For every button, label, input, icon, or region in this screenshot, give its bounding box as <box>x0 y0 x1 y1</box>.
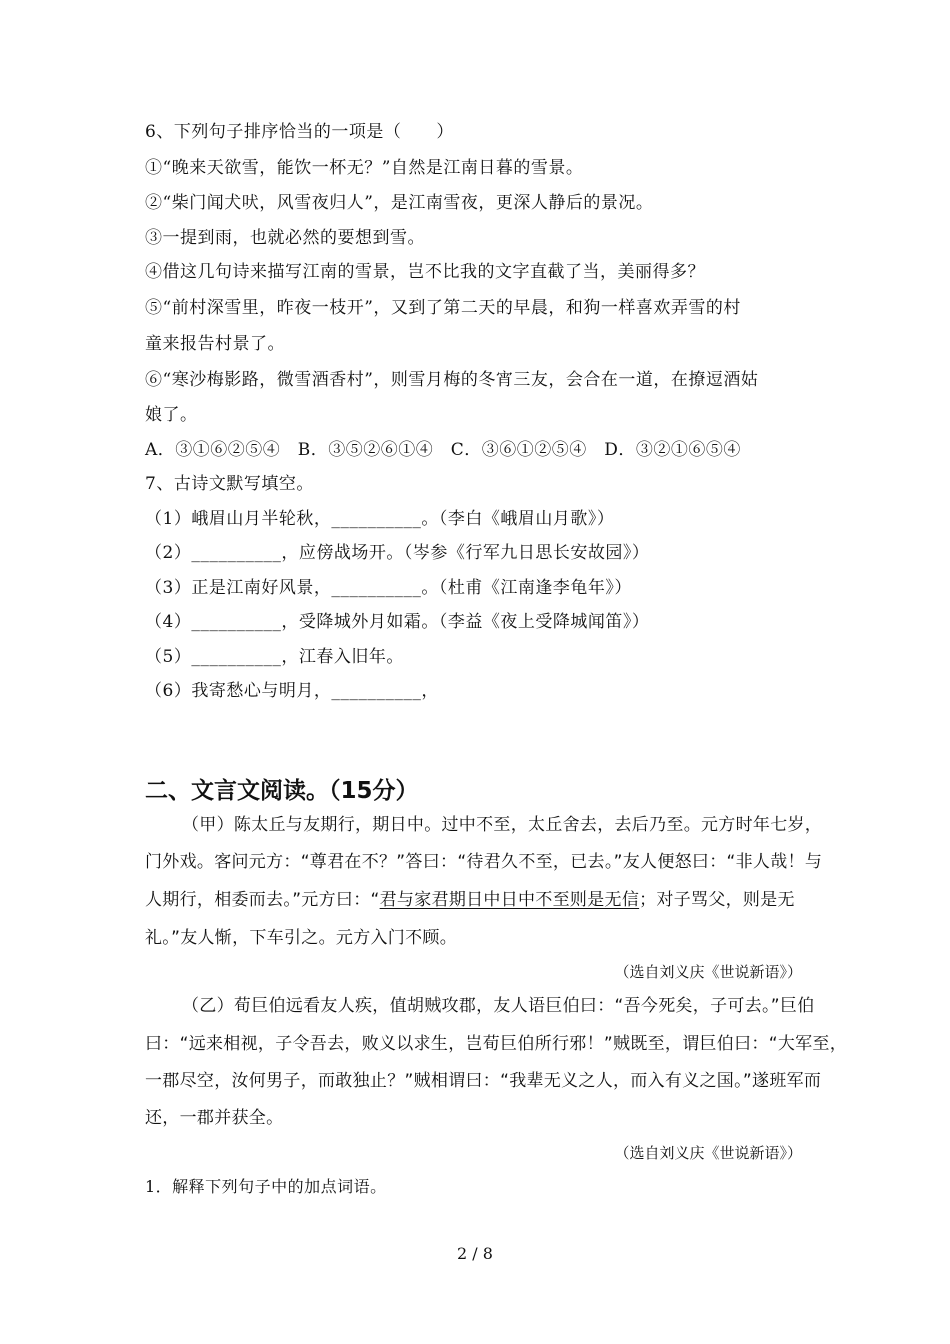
passage-yi-line: 还，一郡并获全。 <box>145 1108 284 1128</box>
q6-options: A．③①⑥②⑤④ B．③⑤②⑥①④ C．③⑥①②⑤④ D．③②①⑥⑤④ <box>145 440 741 460</box>
passage-jia-line: （甲）陈太丘与友期行，期日中。过中不至，太丘舍去，去后乃至。元方时年七岁， <box>182 815 823 835</box>
q6-item: 娘了。 <box>145 405 198 425</box>
underlined-sentence: 君与家君期日中日中不至则是无信 <box>379 890 640 910</box>
sub-question-1: 1．解释下列句子中的加点词语。 <box>145 1177 387 1196</box>
q6-item: ③一提到雨，也就必然的要想到雪。 <box>145 228 425 248</box>
q6-item: ④借这几句诗来描写江南的雪景，岂不比我的文字直截了当，美丽得多？ <box>145 262 705 282</box>
q7-item: （3）正是江南好风景，__________。（杜甫《江南逢李龟年》） <box>145 578 632 598</box>
passage-yi-line: 曰：“远来相视，子令吾去，败义以求生，岂荀巨伯所行邪！”贼既至，谓巨伯曰：“大军至， <box>145 1034 848 1054</box>
q6-item: ⑥“寒沙梅影路，微雪酒香村”，则雪月梅的冬宵三友，会合在一道，在撩逗酒姑 <box>145 370 759 390</box>
page-number: 2 / 8 <box>457 1244 493 1263</box>
passage-yi-line: （乙）荀巨伯远看友人疾，值胡贼攻郡，友人语巨伯曰：“吾今死矣，子可去。”巨伯 <box>182 996 815 1016</box>
passage-jia-line: 门外戏。客问元方：“尊君在不？”答曰：“待君久不至，已去。”友人便怒曰：“非人哉！与 <box>145 852 823 872</box>
q6-title: 6、下列句子排序恰当的一项是（ ） <box>145 122 454 142</box>
q6-item: ⑤“前村深雪里，昨夜一枝开”，又到了第二天的早晨，和狗一样喜欢弄雪的村 <box>145 298 741 318</box>
source-citation: （选自刘义庆《世说新语》） <box>614 963 802 981</box>
q6-item: ①“晚来天欲雪，能饮一杯无？”自然是江南日暮的雪景。 <box>145 158 584 178</box>
passage-jia-text: 人期行，相委而去。”元方曰：“ <box>145 890 380 910</box>
q7-item: （1）峨眉山月半轮秋，__________。（李白《峨眉山月歌》） <box>145 509 615 529</box>
q7-item: （6）我寄愁心与明月，__________， <box>145 681 439 701</box>
q7-item: （5）__________，江春入旧年。 <box>145 647 404 667</box>
q6-item: 童来报告村景了。 <box>145 334 285 354</box>
section-heading: 二、文言文阅读。（15分） <box>145 778 419 804</box>
source-citation: （选自刘义庆《世说新语》） <box>614 1144 802 1162</box>
q7-title: 7、古诗文默写填空。 <box>145 474 314 494</box>
passage-yi-line: 一郡尽空，汝何男子，而敢独止？”贼相谓曰：“我辈无义之人，而入有义之国。”遂班军而 <box>145 1071 822 1091</box>
q7-item: （2）__________，应傍战场开。（岑参《行军九日思长安故园》） <box>145 543 650 563</box>
passage-jia-line: 礼。”友人惭，下车引之。元方入门不顾。 <box>145 928 458 948</box>
q6-item: ②“柴门闻犬吠，风雪夜归人”，是江南雪夜，更深人静后的景况。 <box>145 193 654 213</box>
q7-item: （4）__________，受降城外月如霜。（李益《夜上受降城闻笛》） <box>145 612 650 632</box>
passage-jia-text: ；对子骂父，则是无 <box>639 890 795 910</box>
passage-jia-line <box>145 888 795 912</box>
